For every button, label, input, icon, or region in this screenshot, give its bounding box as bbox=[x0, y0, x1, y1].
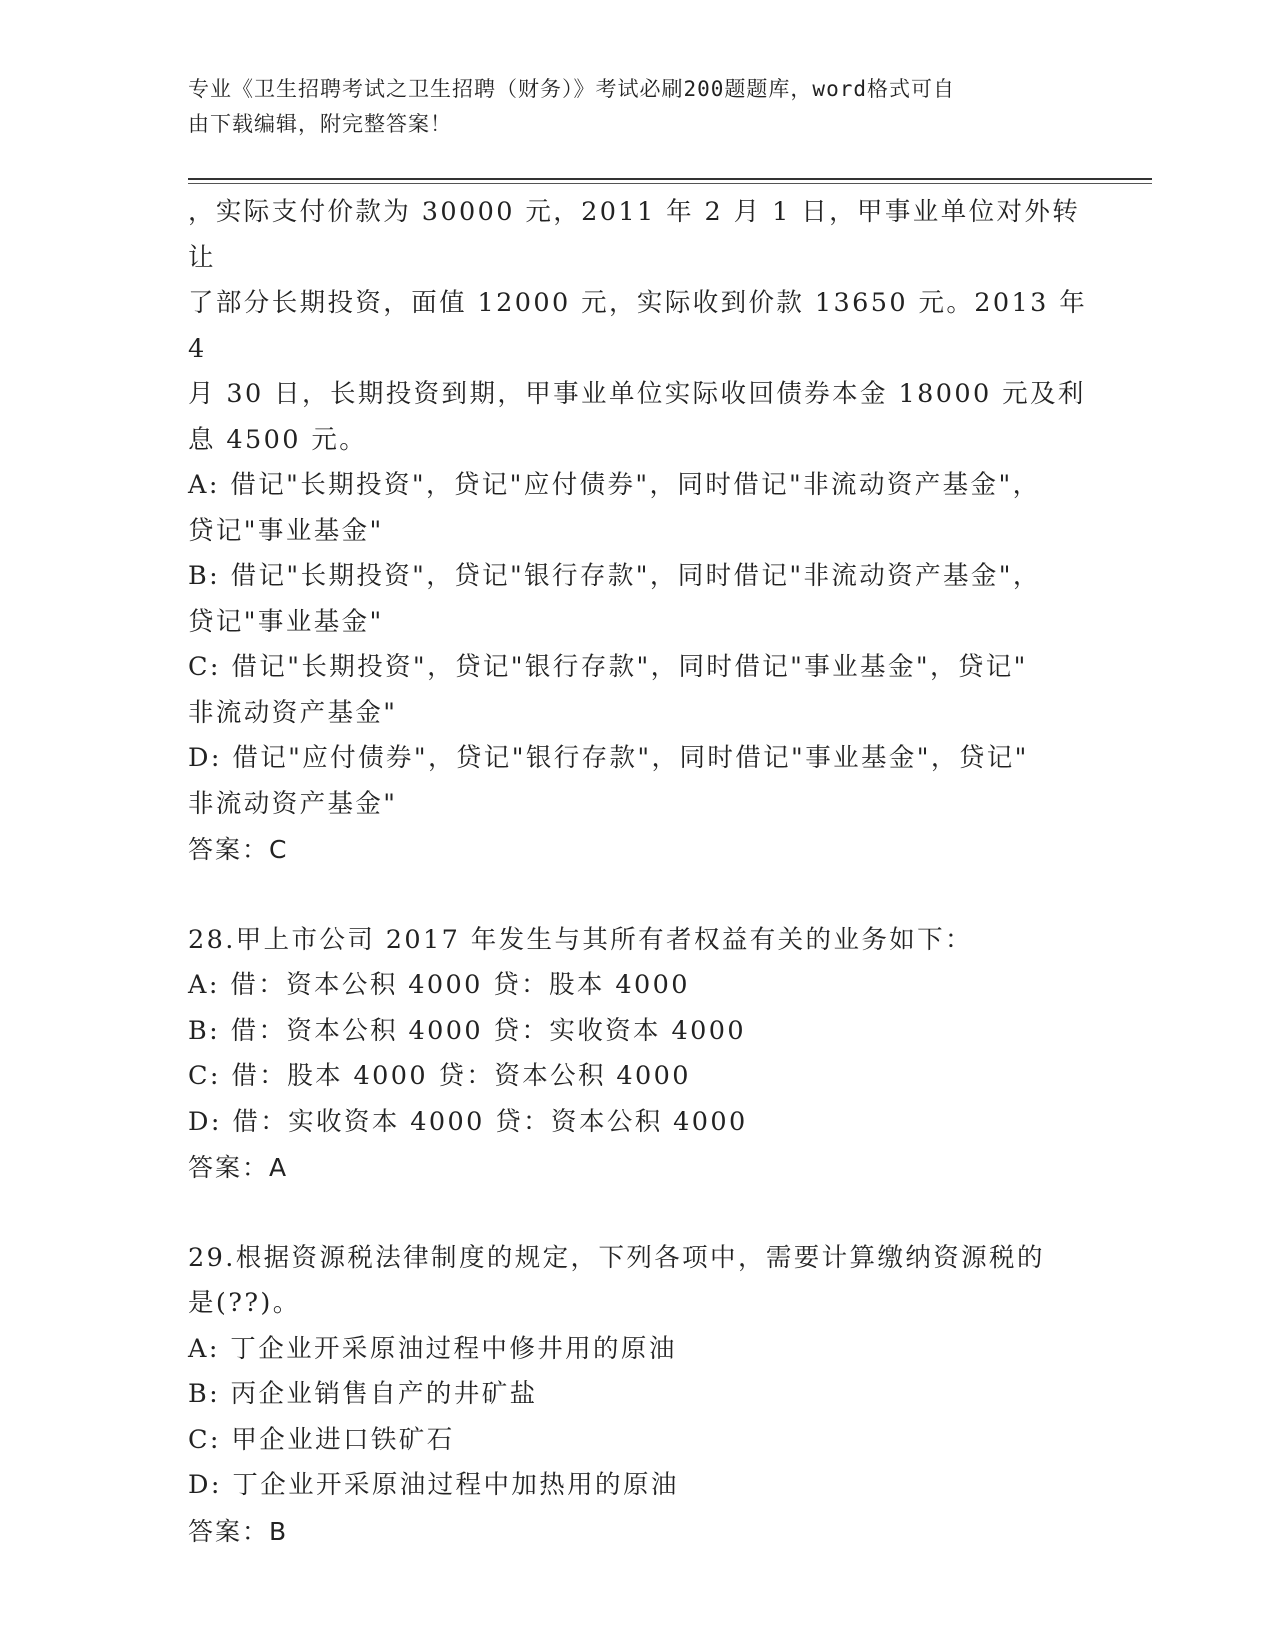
option-a-line-2: 贷记"事业基金" bbox=[188, 515, 384, 546]
option-c: C: 借：股本 4000 贷：资本公积 4000 bbox=[188, 1061, 691, 1091]
question-stem-line-1: 29.根据资源税法律制度的规定，下列各项中，需要计算缴纳资源税的 bbox=[188, 1242, 1045, 1273]
option-d-line-1: D: 借记"应付债券"，贷记"银行存款"，同时借记"事业基金"，贷记" bbox=[188, 743, 1029, 773]
question-text-line: 月 30 日，长期投资到期，甲事业单位实际收回债券本金 18000 元及利 bbox=[188, 379, 1086, 409]
option-b: B: 借：资本公积 4000 贷：实收资本 4000 bbox=[188, 1015, 746, 1046]
option-d-line-2: 非流动资产基金" bbox=[188, 788, 398, 819]
option-b-line-1: B: 借记"长期投资"，贷记"银行存款"，同时借记"非流动资产基金"， bbox=[188, 561, 1041, 591]
header-divider-thin bbox=[188, 183, 1152, 184]
document-header bbox=[188, 72, 1088, 142]
question-27-continued bbox=[188, 190, 1098, 873]
header-divider bbox=[188, 178, 1152, 180]
option-a: A: 借：资本公积 4000 贷：股本 4000 bbox=[188, 970, 690, 1000]
option-d: D: 借：实收资本 4000 贷：资本公积 4000 bbox=[188, 1106, 748, 1137]
header-line-2: 由下载编辑，附完整答案！ bbox=[188, 112, 452, 136]
question-stem-line-2: 是(??)。 bbox=[188, 1288, 301, 1318]
question-text-line: ，实际支付价款为 30000 元，2011 年 2 月 1 日，甲事业单位对外转让 bbox=[188, 197, 1081, 273]
document-body bbox=[188, 190, 1098, 1554]
option-c-line-2: 非流动资产基金" bbox=[188, 697, 398, 728]
option-a-line-1: A: 借记"长期投资"，贷记"应付债券"，同时借记"非流动资产基金"， bbox=[188, 470, 1041, 500]
question-stem: 28.甲上市公司 2017 年发生与其所有者权益有关的业务如下： bbox=[188, 924, 973, 955]
question-28 bbox=[188, 918, 1088, 1191]
option-d: D: 丁企业开采原油过程中加热用的原油 bbox=[188, 1470, 679, 1500]
question-29 bbox=[188, 1236, 1088, 1555]
question-text-line: 息 4500 元。 bbox=[188, 424, 368, 455]
option-c-line-1: C: 借记"长期投资"，贷记"银行存款"，同时借记"事业基金"，贷记" bbox=[188, 652, 1028, 682]
option-a: A: 丁企业开采原油过程中修井用的原油 bbox=[188, 1333, 677, 1364]
answer-label: 答案：B bbox=[188, 1516, 289, 1546]
spacer bbox=[188, 873, 1088, 918]
option-b-line-2: 贷记"事业基金" bbox=[188, 606, 384, 637]
option-b: B: 丙企业销售自产的井矿盐 bbox=[188, 1379, 538, 1409]
answer-label: 答案：A bbox=[188, 1153, 289, 1182]
spacer bbox=[188, 1191, 1088, 1236]
header-line-1: 专业《卫生招聘考试之卫生招聘（财务）》考试必刷200题题库，word格式可自 bbox=[188, 77, 955, 101]
question-text-line: 了部分长期投资，面值 12000 元，实际收到价款 13650 元。2013 年 4 bbox=[188, 288, 1098, 364]
answer-label: 答案：C bbox=[188, 835, 289, 864]
option-c: C: 甲企业进口铁矿石 bbox=[188, 1424, 455, 1455]
